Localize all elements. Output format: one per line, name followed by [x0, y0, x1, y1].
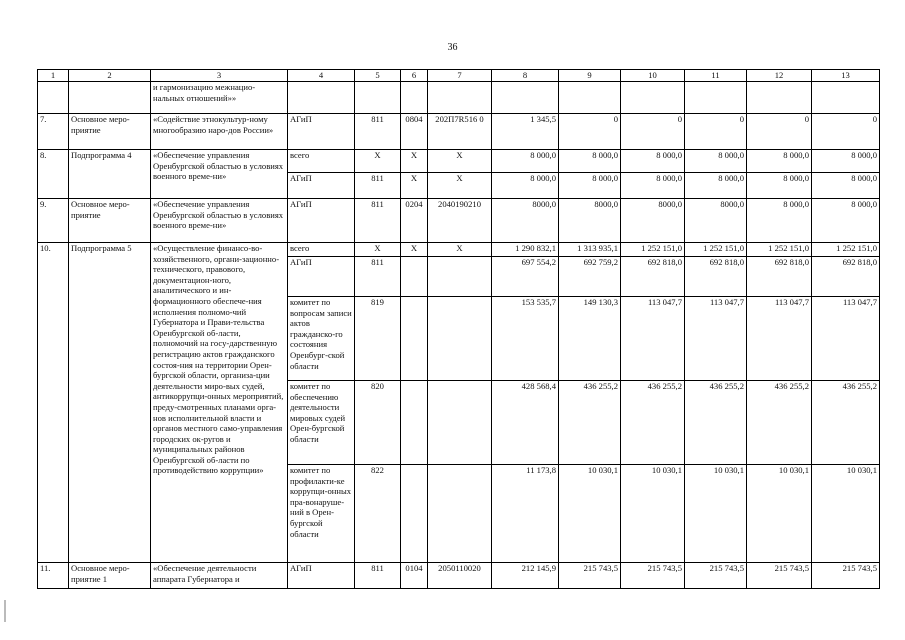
amount-cell [685, 82, 747, 114]
amount-cell: 8 000,0 [747, 173, 812, 199]
amount-cell: 436 255,2 [685, 381, 747, 465]
target-article: 202П7R516 0 [428, 114, 492, 150]
amount-cell: 428 568,4 [492, 381, 559, 465]
table-row [38, 82, 880, 114]
grbs-code: 811 [355, 199, 401, 243]
amount-cell: 1 252 151,0 [685, 243, 747, 257]
amount-cell: 8 000,0 [559, 173, 621, 199]
executor: АГиП [288, 199, 355, 243]
amount-cell: 8 000,0 [685, 150, 747, 173]
grbs-code: 811 [355, 114, 401, 150]
amount-cell: 1 252 151,0 [812, 243, 880, 257]
amount-cell [492, 82, 559, 114]
target-article: Х [428, 243, 492, 257]
section-code [401, 82, 428, 114]
target-article: 2050110020 [428, 563, 492, 589]
target-article: 2040190210 [428, 199, 492, 243]
table-row [38, 199, 880, 243]
amount-cell: 113 047,7 [621, 297, 685, 381]
amount-cell: 11 173,8 [492, 465, 559, 563]
grbs-code: 822 [355, 465, 401, 563]
column-number: 5 [355, 70, 401, 82]
column-number: 10 [621, 70, 685, 82]
table-row [38, 114, 880, 150]
amount-cell: 212 145,9 [492, 563, 559, 589]
row-number: 9. [38, 199, 69, 243]
amount-cell: 8 000,0 [747, 199, 812, 243]
budget-table [37, 69, 880, 589]
amount-cell: 8000,0 [559, 199, 621, 243]
row-description: «Обеспечение управления Оренбургской областью в условиях военного време-ни» [151, 199, 288, 243]
table-row [38, 150, 880, 173]
column-number: 1 [38, 70, 69, 82]
executor: комитет по профилакти-ке коррупци-онных пра-вонаруше-ний в Орен-бургской области [288, 465, 355, 563]
section-code [401, 381, 428, 465]
amount-cell: 10 030,1 [685, 465, 747, 563]
row-type [69, 82, 151, 114]
grbs-code: Х [355, 150, 401, 173]
amount-cell: 0 [747, 114, 812, 150]
amount-cell: 692 818,0 [812, 257, 880, 297]
column-number: 7 [428, 70, 492, 82]
amount-cell: 8 000,0 [559, 150, 621, 173]
target-article [428, 465, 492, 563]
amount-cell: 692 818,0 [621, 257, 685, 297]
amount-cell: 436 255,2 [559, 381, 621, 465]
amount-cell: 692 759,2 [559, 257, 621, 297]
row-number: 7. [38, 114, 69, 150]
amount-cell: 0 [559, 114, 621, 150]
grbs-code: 811 [355, 563, 401, 589]
amount-cell: 8000,0 [492, 199, 559, 243]
section-code [401, 465, 428, 563]
target-article [428, 257, 492, 297]
row-type: Основное меро-приятие 1 [69, 563, 151, 589]
amount-cell: 692 818,0 [685, 257, 747, 297]
scan-edge-mark [4, 600, 6, 622]
page-number: 36 [447, 42, 458, 53]
column-number: 13 [812, 70, 880, 82]
amount-cell: 436 255,2 [747, 381, 812, 465]
amount-cell: 1 313 935,1 [559, 243, 621, 257]
amount-cell: 149 130,3 [559, 297, 621, 381]
amount-cell: 1 252 151,0 [621, 243, 685, 257]
grbs-code: 811 [355, 173, 401, 199]
row-number: 8. [38, 150, 69, 199]
table-body [38, 70, 880, 589]
amount-cell [621, 82, 685, 114]
amount-cell: 436 255,2 [812, 381, 880, 465]
target-article: Х [428, 173, 492, 199]
row-description: «Обеспечение деятельности аппарата Губернатора и [151, 563, 288, 589]
grbs-code: 819 [355, 297, 401, 381]
amount-cell: 113 047,7 [747, 297, 812, 381]
amount-cell: 10 030,1 [559, 465, 621, 563]
amount-cell: 215 743,5 [559, 563, 621, 589]
amount-cell [812, 82, 880, 114]
amount-cell: 8 000,0 [812, 199, 880, 243]
amount-cell: 215 743,5 [621, 563, 685, 589]
amount-cell: 8 000,0 [621, 173, 685, 199]
amount-cell: 1 252 151,0 [747, 243, 812, 257]
amount-cell: 8 000,0 [812, 173, 880, 199]
column-number-header [38, 70, 880, 82]
executor: АГиП [288, 563, 355, 589]
amount-cell: 8 000,0 [812, 150, 880, 173]
grbs-code: 811 [355, 257, 401, 297]
grbs-code [355, 82, 401, 114]
amount-cell: 113 047,7 [685, 297, 747, 381]
amount-cell: 8 000,0 [747, 150, 812, 173]
executor: комитет по вопросам записи актов гражданско-го состояния Оренбург-ской области [288, 297, 355, 381]
row-number [38, 82, 69, 114]
target-article: Х [428, 150, 492, 173]
executor: всего [288, 150, 355, 173]
column-number: 3 [151, 70, 288, 82]
row-type: Подпрограмма 4 [69, 150, 151, 199]
section-code: 0104 [401, 563, 428, 589]
row-type: Основное меро-приятие [69, 114, 151, 150]
target-article [428, 381, 492, 465]
executor [288, 82, 355, 114]
amount-cell: 153 535,7 [492, 297, 559, 381]
row-description: «Обеспечение управления Оренбургской областью в условиях военного време-ни» [151, 150, 288, 199]
column-number: 8 [492, 70, 559, 82]
row-number: 10. [38, 243, 69, 563]
amount-cell: 10 030,1 [621, 465, 685, 563]
row-type: Основное меро-приятие [69, 199, 151, 243]
section-code: 0804 [401, 114, 428, 150]
section-code: Х [401, 150, 428, 173]
amount-cell: 8 000,0 [685, 173, 747, 199]
amount-cell: 8000,0 [685, 199, 747, 243]
executor: комитет по обеспечению деятельности мировых судей Орен-бургской области [288, 381, 355, 465]
executor: АГиП [288, 114, 355, 150]
amount-cell: 113 047,7 [812, 297, 880, 381]
amount-cell: 692 818,0 [747, 257, 812, 297]
amount-cell: 1 290 832,1 [492, 243, 559, 257]
column-number: 2 [69, 70, 151, 82]
amount-cell: 436 255,2 [621, 381, 685, 465]
column-number: 6 [401, 70, 428, 82]
table-row [38, 563, 880, 589]
executor: всего [288, 243, 355, 257]
amount-cell: 697 554,2 [492, 257, 559, 297]
amount-cell: 8 000,0 [621, 150, 685, 173]
amount-cell: 215 743,5 [685, 563, 747, 589]
section-code: Х [401, 173, 428, 199]
grbs-code: 820 [355, 381, 401, 465]
target-article [428, 82, 492, 114]
row-description: «Содействие этнокультур-ному многообразию наро-дов России» [151, 114, 288, 150]
target-article [428, 297, 492, 381]
amount-cell: 0 [621, 114, 685, 150]
executor: АГиП [288, 173, 355, 199]
amount-cell: 0 [812, 114, 880, 150]
column-number: 11 [685, 70, 747, 82]
table-row [38, 243, 880, 257]
amount-cell: 0 [685, 114, 747, 150]
column-number: 12 [747, 70, 812, 82]
grbs-code: Х [355, 243, 401, 257]
amount-cell: 8000,0 [621, 199, 685, 243]
section-code: 0204 [401, 199, 428, 243]
row-description: «Осуществление финансо-во-хозяйственного, органи-зационно-технического, правового, документацион-ного, аналитического и ин-формационного обеспече-ния исполнения полномо-чий Губернатора и Прави-тельства Оренбургской об-ласти, полномочий на госу-дарственную регистрацию актов гражданского состоя-ния на территории Орен-бургской области, организа-ции деятельности миро-вых судей, антикоррупци-онных мероприятий, преду-смотренных планами орга-нов исполнительной власти и органов местного само-управления городских ок-ругов и муниципальных районов Оренбургской об-ласти по противодействию коррупции» [151, 243, 288, 563]
amount-cell: 8 000,0 [492, 150, 559, 173]
amount-cell: 10 030,1 [812, 465, 880, 563]
amount-cell: 10 030,1 [747, 465, 812, 563]
row-description: и гармонизацию межнацио-нальных отношений»» [151, 82, 288, 114]
amount-cell [559, 82, 621, 114]
amount-cell: 215 743,5 [747, 563, 812, 589]
row-number: 11. [38, 563, 69, 589]
section-code [401, 257, 428, 297]
section-code [401, 297, 428, 381]
section-code: Х [401, 243, 428, 257]
amount-cell [747, 82, 812, 114]
amount-cell: 8 000,0 [492, 173, 559, 199]
amount-cell: 1 345,5 [492, 114, 559, 150]
executor: АГиП [288, 257, 355, 297]
column-number: 9 [559, 70, 621, 82]
amount-cell: 215 743,5 [812, 563, 880, 589]
column-number: 4 [288, 70, 355, 82]
row-type: Подпрограмма 5 [69, 243, 151, 563]
